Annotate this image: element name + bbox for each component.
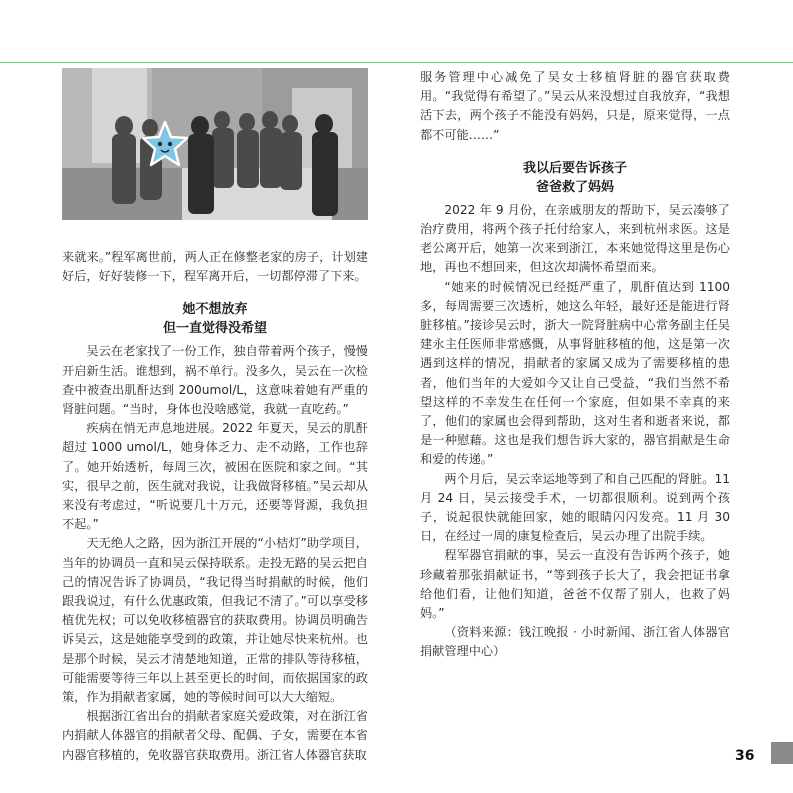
heading-line: 她不想放弃 <box>182 302 248 318</box>
section-heading <box>420 159 730 197</box>
hospital-group-photo <box>62 68 368 220</box>
star-face-icon <box>140 120 190 168</box>
section-heading <box>62 300 368 338</box>
page-edge-tab <box>771 742 793 764</box>
paragraph: 疾病在悄无声息地进展。2022 年夏天，吴云的肌酐超过 1000 umol/L，她身体乏力、走不动路，工作也辞了。她开始透析，每周三次，被困在医院和家之间。“其实，很早之前，医生就对我说，让我做肾移植。”吴云却从来没有考虑过，“听说要几十万元，还要等肾源，我负担不起。” <box>62 421 368 532</box>
paragraph: 服务管理中心减免了吴女士移植肾脏的器官获取费用。“我觉得有希望了。”吴云从来没想过自我放弃，“我想活下去，两个孩子不能没有妈妈，只是，原来觉得，一点都不可能……” <box>420 70 730 142</box>
right-column <box>420 68 730 662</box>
paragraph: 吴云在老家找了一份工作，独自带着两个孩子，慢慢开启新生活。谁想到，祸不单行。没多久，吴云在一次检查中被查出肌酐达到 200umol/L，这意味着她有严重的肾脏问题。“当时，身体也没啥感觉，我就一直吃药。” <box>62 344 368 417</box>
paragraph: 来就来。”程军离世前，两人正在修整老家的房子，计划建好后，好好装修一下，程军离开后，一切都停滞了下来。 <box>62 250 368 284</box>
header-rule <box>0 62 793 63</box>
paragraph: 程军器官捐献的事，吴云一直没有告诉两个孩子，她珍藏着那张捐献证书，“等到孩子长大了，我会把证书拿给他们看，让他们知道，爸爸不仅帮了别人，也救了妈妈。” <box>420 548 730 621</box>
heading-line: 但一直觉得没希望 <box>162 321 267 337</box>
heading-line: 我以后要告诉孩子 <box>522 160 627 176</box>
source-note: （资料来源：钱江晚报 · 小时新闻、浙江省人体器官捐献管理中心） <box>420 625 730 659</box>
paragraph: “她来的时候情况已经挺严重了，肌酐值达到 1100 多，每周需要三次透析，她这么年轻，最好还是能进行肾脏移植。”接诊吴云时，浙大一院肾脏病中心常务副主任吴建永主任医师非常感慨，从事肾脏移植的他，这是第一次遇到这样的情况，捐献者的家属又成为了需要移植的患者，他们当年的大爱如今又让自己受益，“我们当然不希望这样的不幸发生在任何一个家庭，但如果不幸真的来了，他们的家属也会得到帮助，这对生者和逝者来说，都是一种慰藉。这也是我们想告诉大家的，器官捐献是生命和爱的传递。” <box>420 279 730 467</box>
paragraph: 两个月后，吴云幸运地等到了和自己匹配的肾脏。11 月 24 日，吴云接受手术，一切都很顺利。说到两个孩子，说起很快就能回家，她的眼睛闪闪发亮。11 月 30 日，在经过一周的康复检查后，吴云办理了出院手续。 <box>420 471 730 544</box>
page-number: 36 <box>735 748 755 764</box>
heading-line: 爸爸救了妈妈 <box>535 179 614 195</box>
paragraph: 天无绝人之路，因为浙江开展的“小桔灯”助学项目，当年的协调员一直和吴云保持联系。走投无路的吴云把自己的情况告诉了协调员，“我记得当时捐献的时候，他们跟我说过，有什么优惠政策，但我记不清了。”可以享受移植优先权；可以免收移植器官的获取费用。协调员明确告诉吴云，这是她能享受到的政策，并让她尽快来杭州。也是那个时候，吴云才清楚地知道，正常的排队等待移植，可能需要等待三年以上甚至更长的时间，而依据国家的政策，作为捐献者家属，她的等候时间可以大大缩短。 <box>62 536 368 705</box>
left-column <box>62 248 368 765</box>
paragraph: 根据浙江省出台的捐献者家庭关爱政策，对在浙江省内捐献人体器官的捐献者父母、配偶、子女，需要在本省内器官移植的，免收器官获取费用。浙江省人体器官获取 <box>62 709 368 762</box>
paragraph: 2022 年 9 月份，在亲戚朋友的帮助下，吴云凑够了治疗费用，将两个孩子托付给家人，来到杭州求医。这是老公离开后，她第一次来到浙江，本来她觉得这里是伤心地，再也不想回来，但这次却满怀希望而来。 <box>420 202 730 275</box>
